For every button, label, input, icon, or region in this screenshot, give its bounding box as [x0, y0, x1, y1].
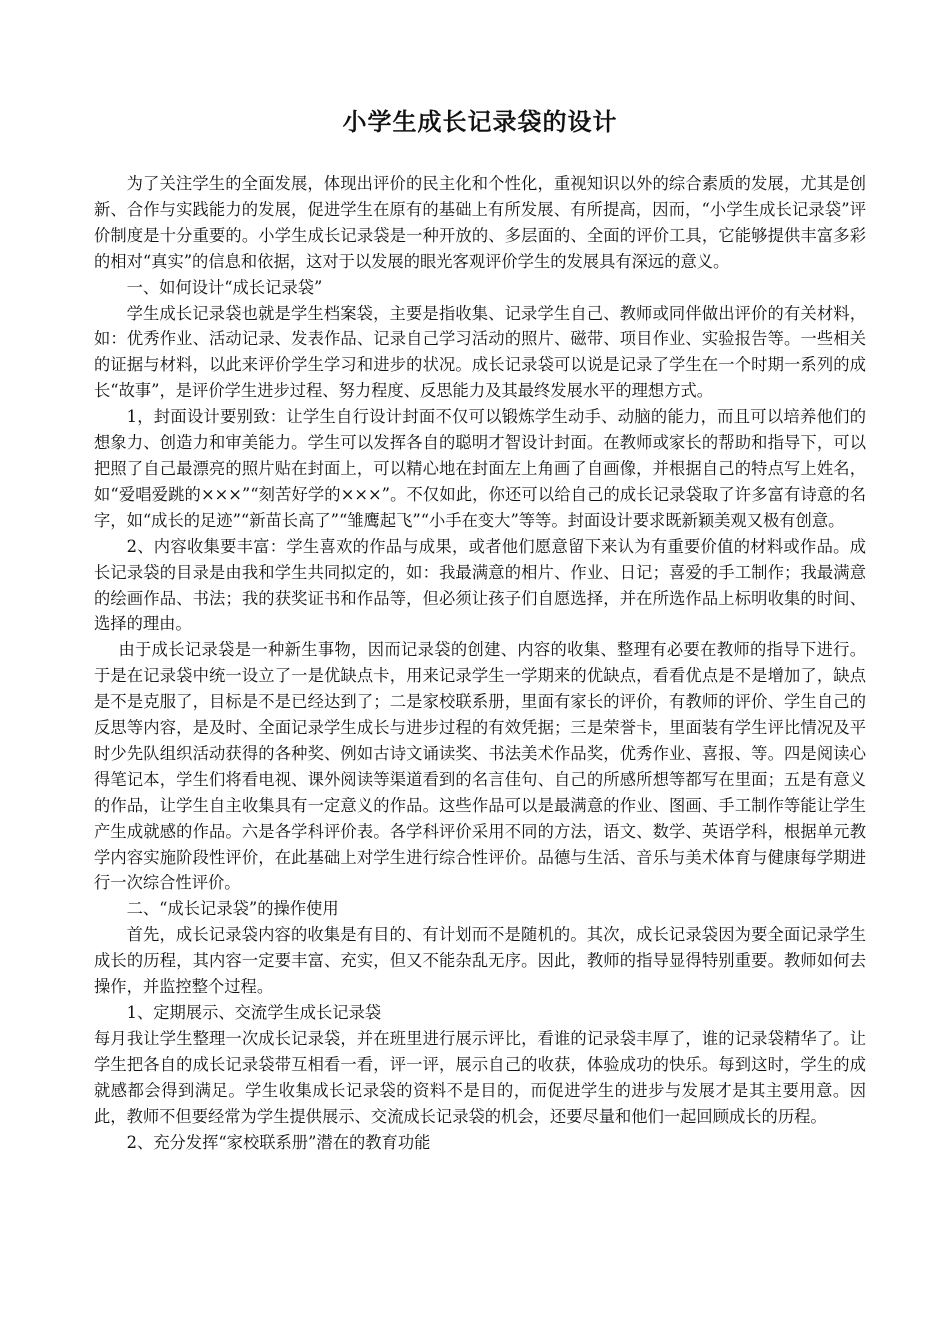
document-body — [94, 171, 866, 1155]
paragraph-cover-design: 1，封面设计要别致：让学生自行设计封面不仅可以锻炼学生动手、动脑的能力，而且可以培养他们的想象力、创造力和审美能力。学生可以发挥各自的聪明才智设计封面。在教师或家长的帮助和指导下，可以把照了自己最漂亮的照片贴在封面上，可以精心地在封面左上角画了自画像，并根据自己的特点写上姓名，如“爱唱爱跳的×××”“刻苦好学的×××”。不仅如此，你还可以给自己的成长记录袋取了许多富有诗意的名字，如“成长的足迹”“新苗长高了”“雏鹰起飞”“小手在变大”等等。封面设计要求既新颖美观又极有创意。 — [94, 407, 866, 530]
document-title: 小学生成长记录袋的设计 — [342, 107, 618, 136]
paragraph-portfolio-definition: 学生成长记录袋也就是学生档案袋，主要是指收集、记录学生自己、教师或同伴做出评价的有关材料，如：优秀作业、活动记录、发表作品、记录自己学习活动的照片、磁带、项目作业、实验报告等。一些相关的证据与材料，以此来评价学生学习和进步的状况。成长记录袋可以说是记录了学生在一个时期一系列的成长“故事”，是评价学生进步过程、努力程度、反思能力及其最终发展水平的理想方式。 — [94, 303, 866, 401]
subheading-home-school-booklet: 2、充分发挥“家校联系册”潜在的教育功能 — [126, 1132, 431, 1152]
paragraph-content-collection: 2、内容收集要丰富：学生喜欢的作品与成果，或者他们愿意留下来认为有重要价值的材料或作品。成长记录袋的目录是由我和学生共同拟定的，如：我最满意的相片、作业、日记；喜爱的手工制作；我最满意的绘画作品、书法；我的获奖证书和作品等，但必须让孩子们自愿选择，并在所选作品上标明收集的时间、选择的理由。 — [94, 536, 866, 634]
intro-paragraph: 为了关注学生的全面发展，体现出评价的民主化和个性化，重视知识以外的综合素质的发展，尤其是创新、合作与实践能力的发展，促进学生在原有的基础上有所发展、有所提高，因而，“小学生成长记录袋”评价制度是十分重要的。小学生成长记录袋是一种开放的、多层面的、全面的评价工具，它能够提供丰富多彩的相对“真实”的信息和依据，这对于以发展的眼光客观评价学生的发展具有深远的意义。 — [94, 174, 866, 271]
paragraph-monthly-display: 每月我让学生整理一次成长记录袋，并在班里进行展示评比，看谁的记录袋丰厚了，谁的记录袋精华了。让学生把各自的成长记录袋带互相看一看，评一评，展示自己的收获，体验成功的快乐。每到这时，学生的成就感都会得到满足。学生收集成长记录袋的资料不是目的，而促进学生的进步与发展才是其主要用意。因此，教师不但要经常为学生提供展示、交流成长记录袋的机会，还要尽量和他们一起回顾成长的历程。 — [94, 1028, 866, 1126]
subheading-regular-display: 1、定期展示、交流学生成长记录袋 — [126, 1003, 382, 1022]
paragraph-record-contents: 由于成长记录袋是一种新生事物，因而记录袋的创建、内容的收集、整理有必要在教师的指导下进行。于是在记录袋中统一设立了一是优缺点卡，用来记录学生一学期来的优缺点，看看优点是不是增加了，缺点是不是克服了，目标是不是已经达到了；二是家校联系册，里面有家长的评价，有教师的评价、学生自己的反思等内容，是及时、全面记录学生成长与进步过程的有效凭据；三是荣誉卡，里面装有学生评比情况及平时少先队组织活动获得的各种奖、例如古诗文诵读奖、书法美术作品奖，优秀作业、喜报、等。四是阅读心得笔记本，学生们将看电视、课外阅读等渠道看到的名言佳句、自己的所感所想等都写在里面；五是有意义的作品，让学生自主收集具有一定意义的作品。这些作品可以是最满意的作业、图画、手工制作等能让学生产生成就感的作品。六是各学科评价表。各学科评价采用不同的方法，语文、数学、英语学科，根据单元教学内容实施阶段性评价，在此基础上对学生进行综合性评价。品德与生活、音乐与美术体育与健康每学期进行一次综合性评价。 — [94, 640, 866, 893]
paragraph-operation: 首先，成长记录袋内容的收集是有目的、有计划而不是随机的。其次，成长记录袋因为要全面记录学生成长的历程，其内容一定要丰富、充实，但又不能杂乱无序。因此，教师的指导显得特别重要。教师如何去操作，并监控整个过程。 — [94, 925, 866, 997]
section-heading-2: 二、“成长记录袋”的操作使用 — [126, 899, 339, 919]
section-heading-1: 一、如何设计“成长记录袋” — [126, 277, 323, 297]
